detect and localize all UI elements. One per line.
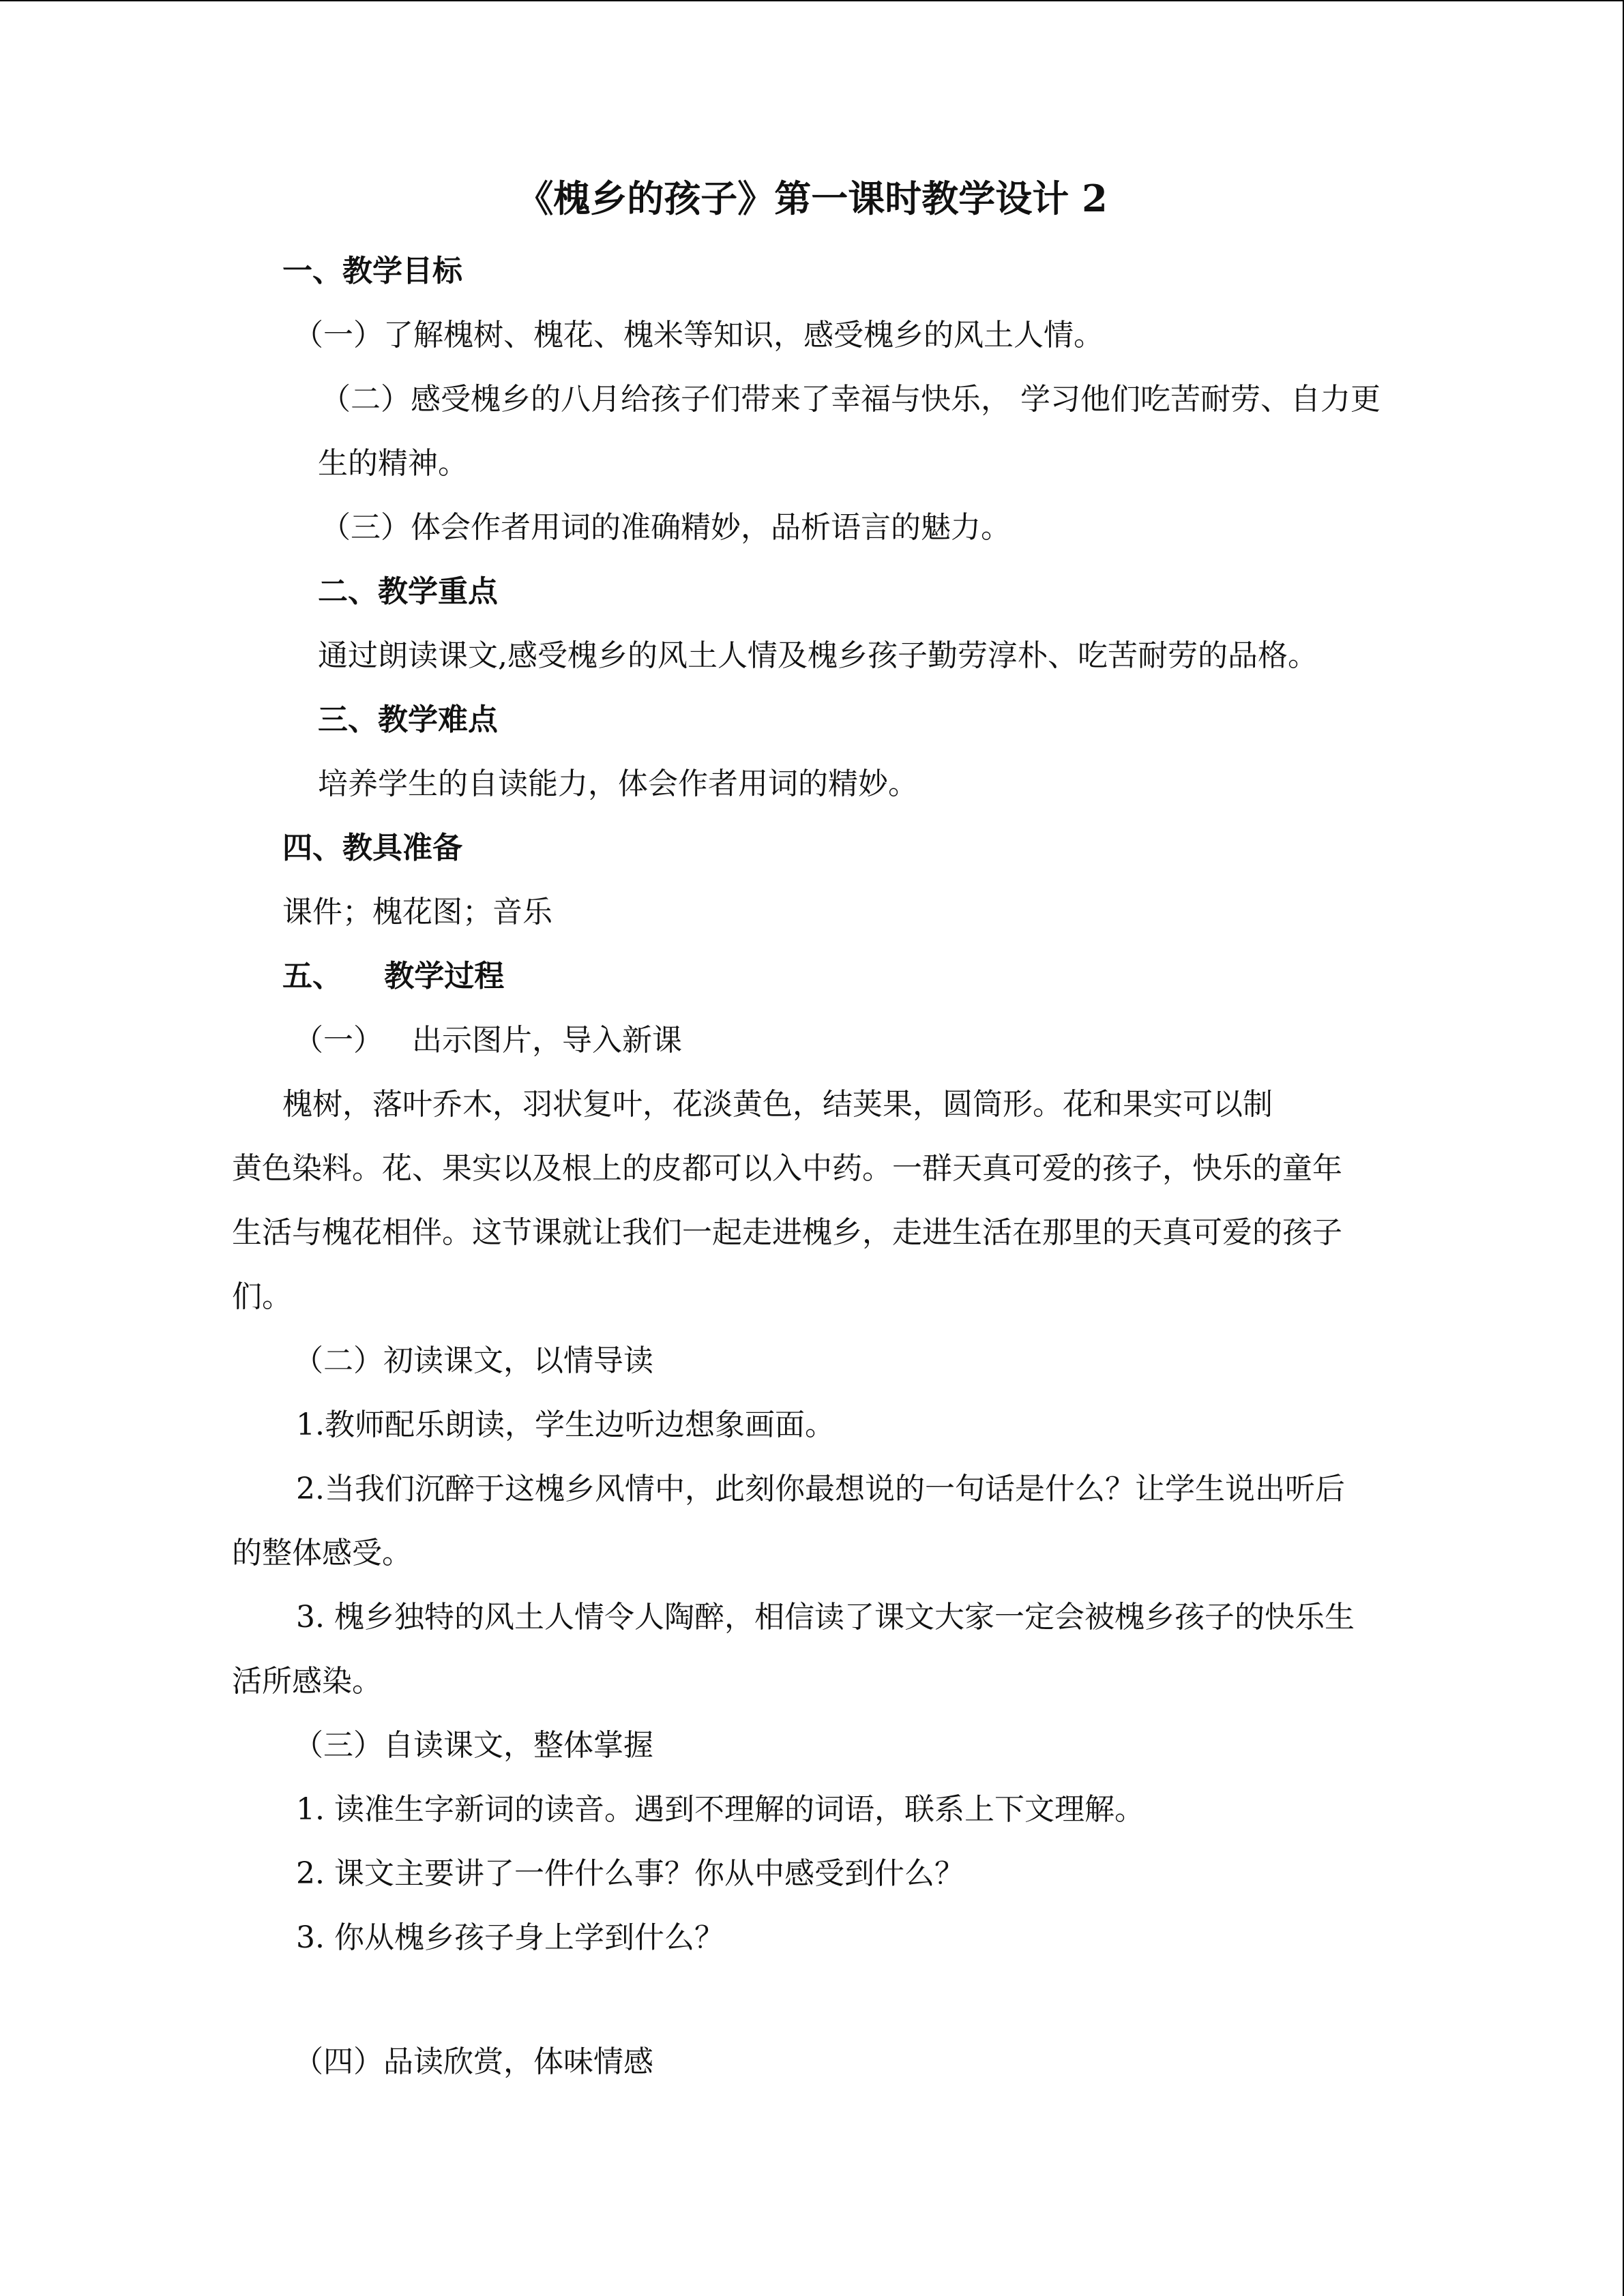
objective-2: （二）感受槐乡的八月给孩子们带来了幸福与快乐， 学习他们吃苦耐劳、自力更 — [321, 382, 1381, 417]
step-2-item-1: 1.教师配乐朗读，学生边听边想象画面。 — [296, 1407, 835, 1442]
step-3-item-3: 3. 你从槐乡孩子身上学到什么？ — [296, 1920, 724, 1955]
step-2-heading: （二）初读课文，以情导读 — [293, 1343, 653, 1378]
step-4-heading: （四）品读欣赏，体味情感 — [293, 2044, 653, 2079]
materials-text: 课件；槐花图；音乐 — [282, 895, 552, 929]
key-points-text: 通过朗读课文,感受槐乡的风土人情及槐乡孩子勤劳淳朴、吃苦耐劳的品格。 — [318, 638, 1318, 673]
objective-2-cont: 生的精神。 — [318, 446, 468, 481]
step-3-item-1: 1. 读准生字新词的读音。遇到不理解的词语，联系上下文理解。 — [296, 1792, 1145, 1827]
heading-difficulties: 三、教学难点 — [318, 702, 498, 737]
step-2-item-3: 3. 槐乡独特的风土人情令人陶醉，相信读了课文大家一定会被槐乡孩子的快乐生 — [296, 1600, 1355, 1635]
step-3-heading: （三）自读课文，整体掌握 — [293, 1728, 653, 1763]
heading-materials: 四、教具准备 — [282, 831, 462, 865]
heading-objectives: 一、教学目标 — [282, 254, 462, 288]
heading-process: 五、 教学过程 — [282, 959, 505, 994]
step-2-item-2: 2.当我们沉醉于这槐乡风情中，此刻你最想说的一句话是什么？让学生说出听后 — [296, 1472, 1345, 1506]
step-3-item-2: 2. 课文主要讲了一件什么事？你从中感受到什么？ — [296, 1856, 964, 1891]
document-title: 《槐乡的孩子》第一课时教学设计 2 — [516, 177, 1108, 220]
heading-key-points: 二、教学重点 — [318, 574, 498, 609]
step-1-para-line-2: 黄色染料。花、果实以及根上的皮都可以入中药。一群天真可爱的孩子，快乐的童年 — [232, 1151, 1342, 1186]
step-1-para-line-4: 们。 — [232, 1279, 292, 1314]
step-2-item-3-cont: 活所感染。 — [232, 1664, 382, 1699]
difficulties-text: 培养学生的自读能力，体会作者用词的精妙。 — [318, 766, 918, 801]
step-1-para-line-1: 槐树，落叶乔木，羽状复叶，花淡黄色，结荚果，圆筒形。花和果实可以制 — [282, 1087, 1273, 1122]
objective-1: （一）了解槐树、槐花、槐米等知识，感受槐乡的风土人情。 — [293, 318, 1104, 353]
step-1-heading: （一） 出示图片，导入新课 — [293, 1023, 682, 1058]
objective-3: （三）体会作者用词的准确精妙，品析语言的魅力。 — [321, 510, 1011, 545]
step-1-para-line-3: 生活与槐花相伴。这节课就让我们一起走进槐乡，走进生活在那里的天真可爱的孩子 — [232, 1215, 1342, 1250]
step-2-item-2-cont: 的整体感受。 — [232, 1536, 412, 1570]
